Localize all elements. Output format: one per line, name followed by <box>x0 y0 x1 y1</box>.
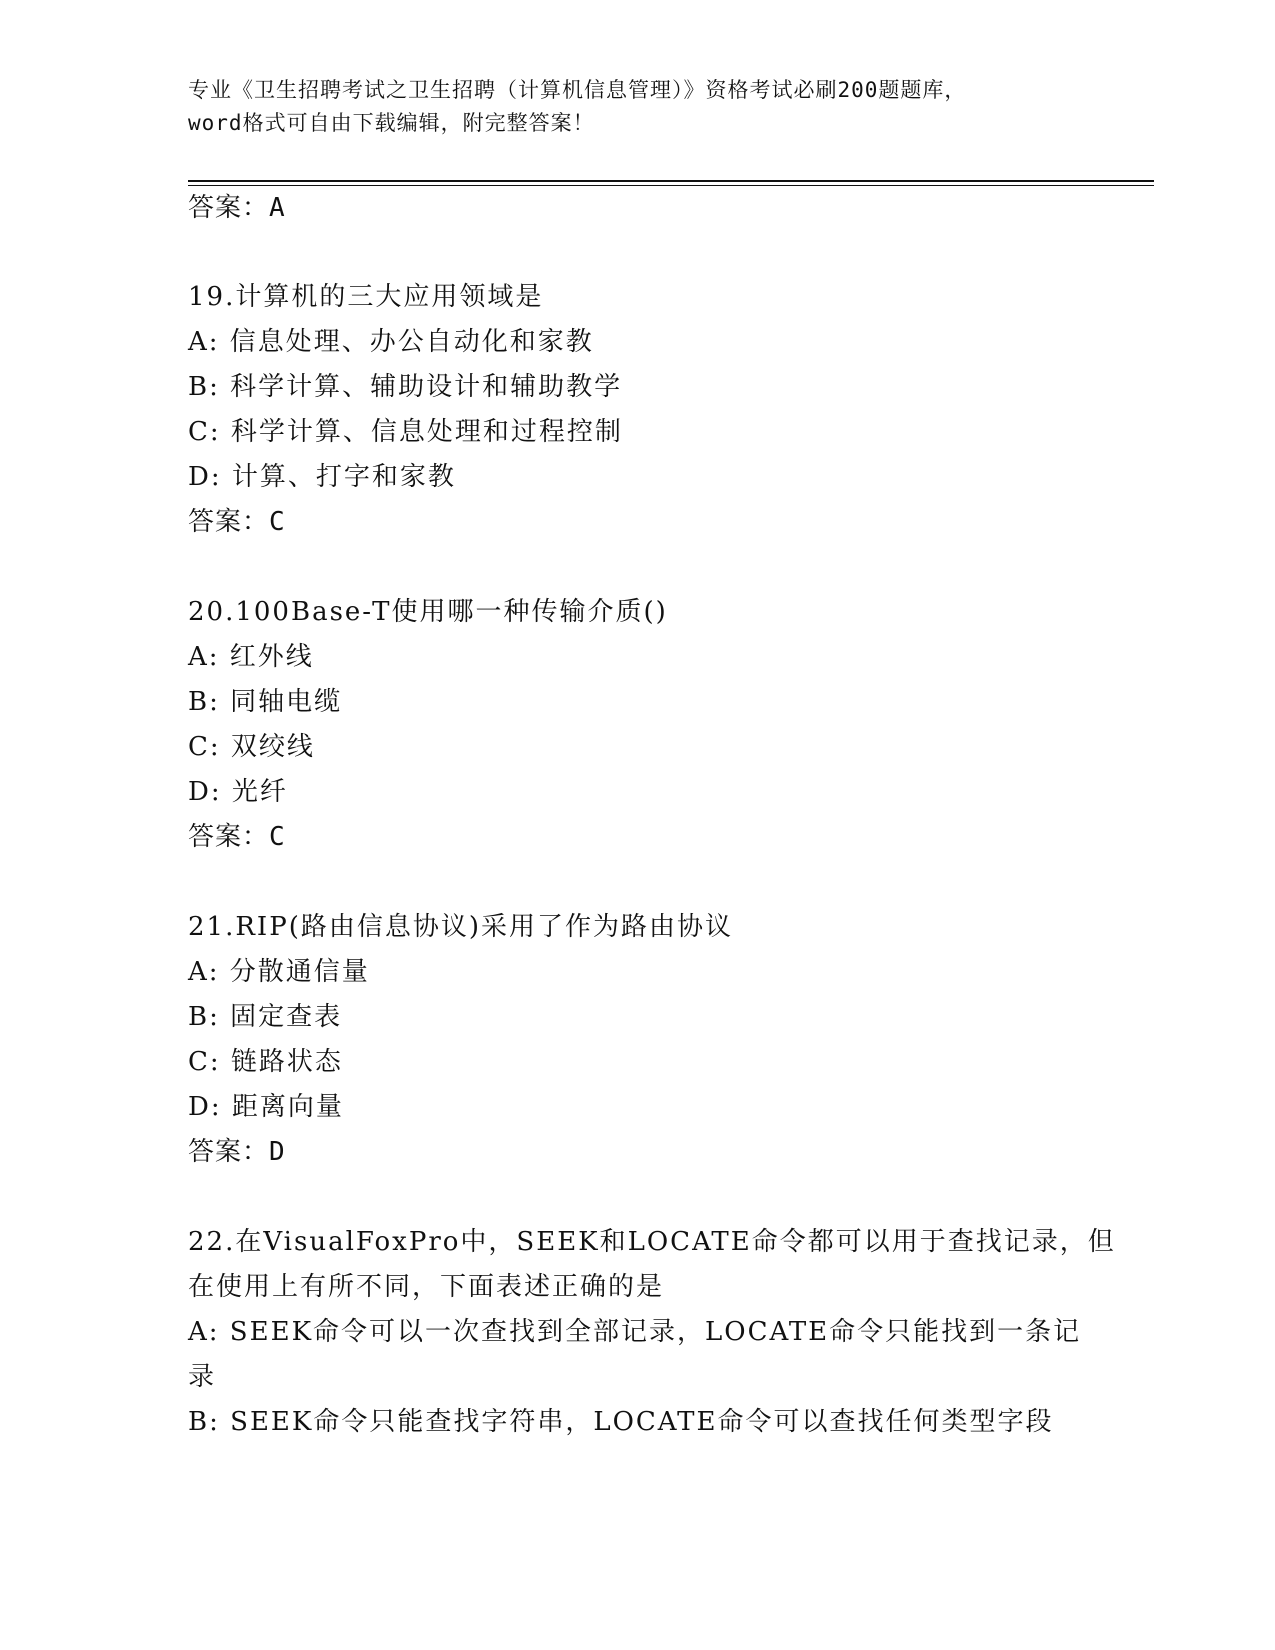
question-19-option-a: A: 信息处理、办公自动化和家教 <box>188 327 594 357</box>
question-21-text: 21.RIP(路由信息协议)采用了作为路由协议 <box>188 912 733 942</box>
answer-q18: 答案：A <box>188 193 286 223</box>
question-22-option-a-line-2: 录 <box>188 1362 217 1392</box>
question-20-option-c: C: 双绞线 <box>188 732 315 762</box>
question-20-option-b: B: 同轴电缆 <box>188 687 343 717</box>
question-21-option-c: C: 链路状态 <box>188 1047 343 1077</box>
question-22-text-line-2: 在使用上有所不同，下面表述正确的是 <box>188 1272 665 1302</box>
header-line-1: 专业《卫生招聘考试之卫生招聘（计算机信息管理）》资格考试必刷200题题库， <box>188 78 967 102</box>
divider-thick <box>188 180 1154 182</box>
divider-thin <box>188 185 1154 186</box>
question-19-option-d: D: 计算、打字和家教 <box>188 462 456 492</box>
header-line-2: word格式可自由下载编辑，附完整答案！ <box>188 111 595 135</box>
question-20-text: 20.100Base-T使用哪一种传输介质() <box>188 597 668 627</box>
question-20-option-a: A: 红外线 <box>188 642 314 672</box>
header-divider <box>188 180 1154 186</box>
question-21-option-d: D: 距离向量 <box>188 1092 344 1122</box>
question-21-option-a: A: 分散通信量 <box>188 957 370 987</box>
answer-q21: 答案：D <box>188 1137 286 1167</box>
question-19-option-c: C: 科学计算、信息处理和过程控制 <box>188 417 623 447</box>
question-22-option-b: B: SEEK命令只能查找字符串，LOCATE命令可以查找任何类型字段 <box>188 1407 1054 1437</box>
question-19-option-b: B: 科学计算、辅助设计和辅助教学 <box>188 372 623 402</box>
question-22-option-a-line-1: A: SEEK命令可以一次查找到全部记录，LOCATE命令只能找到一条记 <box>188 1317 1082 1347</box>
document-header <box>188 74 1088 140</box>
question-19-text: 19.计算机的三大应用领域是 <box>188 282 544 312</box>
question-20-option-d: D: 光纤 <box>188 777 288 807</box>
answer-q19: 答案：C <box>188 507 286 537</box>
question-21-option-b: B: 固定查表 <box>188 1002 343 1032</box>
question-22-text-line-1: 22.在VisualFoxPro中，SEEK和LOCATE命令都可以用于查找记录，但 <box>188 1227 1116 1257</box>
answer-q20: 答案：C <box>188 822 286 852</box>
